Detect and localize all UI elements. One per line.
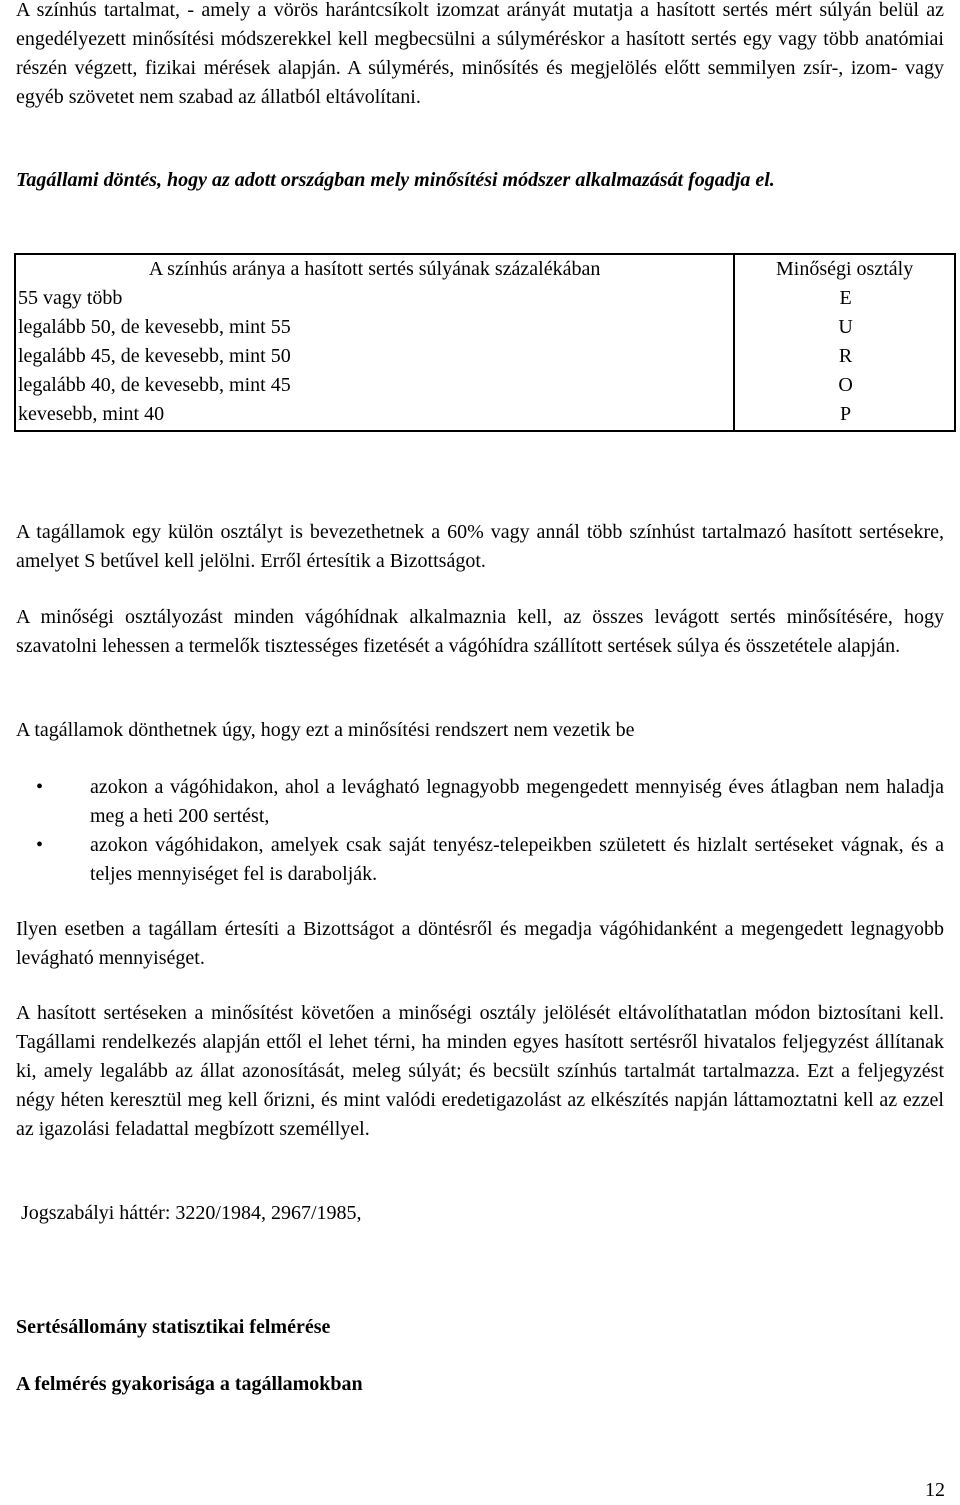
table-cell-range: legalább 40, de kevesebb, mint 45 (18, 374, 291, 396)
bullet-icon: • (36, 834, 44, 856)
table-cell-class: R (734, 342, 955, 371)
table-cell-class: U (734, 313, 955, 342)
table-cell-class: P (734, 400, 955, 431)
paragraph-marking-record: A hasított sertéseken a minősítést követően a minőségi osztály jelölését eltávolíthatatlan módon biztosítani kell. Tagállami rendelkezés alapján ettől el lehet térni, ha minden egyes hasított sertésről hivatalos feljegyzést állítanak ki, amely legalább az állat azonosítását, meleg súlyát; és becsült színhús tartalmát tartalmazza. Ezt a feljegyzést négy héten keresztül meg kell őrizni, és mint valódi eredetigazolást az elkészítés napján láttamoztatni kell az ezzel az igazolási feladattal megbízott személlyel. (16, 1002, 944, 1140)
classification-table (14, 253, 956, 432)
table-cell-range: kevesebb, mint 40 (15, 400, 734, 431)
section-heading: Sertésállomány statisztikai felmérése (16, 1316, 331, 1338)
legal-background: Jogszabályi háttér: 3220/1984, 2967/1985, (21, 1202, 362, 1224)
subsection-heading: A felmérés gyakorisága a tagállamokban (16, 1373, 363, 1395)
table-row (15, 313, 955, 342)
table-header-row (15, 254, 955, 284)
bullet-icon: • (36, 776, 44, 798)
list-item-text: azokon a vágóhidakon, ahol a levágható legnagyobb megengedett mennyiség éves átlagban nem haladja meg a heti 200 sertést, (90, 776, 944, 827)
paragraph-class-s: A tagállamok egy külön osztályt is bevezethetnek a 60% vagy annál több színhúst tartalmazó hasított sertésekre, amelyet S betűvel kell jelölni. Erről értesítik a Bizottságot. (16, 521, 944, 572)
paragraph-member-state-decision: Tagállami döntés, hogy az adott országban mely minősítési módszer alkalmazását fogadja el. (16, 169, 775, 191)
exemption-list (16, 773, 944, 889)
table-row (15, 371, 955, 400)
list-item (16, 773, 944, 831)
table-cell-class: E (734, 284, 955, 313)
paragraph-notify-commission: Ilyen esetben a tagállam értesíti a Bizottságot a döntésről és megadja vágóhidanként a megengedett legnagyobb levágható mennyiséget. (16, 918, 944, 969)
paragraph-lean-meat-content: A színhús tartalmat, - amely a vörös harántcsíkolt izomzat arányát mutatja a hasított sertés mért súlyán belül az engedélyezett minősítési módszerekkel kell megbecsülni a súlyméréskor a hasított sertés egy vagy több anatómiai részén végzett, fizikai mérések alapján. A súlymérés, minősítés és megjelölés előtt semmilyen zsír-, izom- vagy egyéb szövetet nem szabad az állatból eltávolítani. (16, 0, 944, 108)
table-cell-range: legalább 45, de kevesebb, mint 50 (18, 345, 291, 367)
table-cell-range: legalább 50, de kevesebb, mint 55 (18, 316, 291, 338)
table-row (15, 284, 955, 313)
page-number: 12 (925, 1479, 945, 1501)
list-item (16, 831, 944, 889)
paragraph-slaughterhouse-classification: A minőségi osztályozást minden vágóhídnak alkalmaznia kell, az összes levágott sertés minősítésére, hogy szavatolni lehessen a termelők tisztességes fizetését a vágóhídra szállított sertések súlya és összetétele alapján. (16, 606, 944, 657)
table-cell-range: 55 vagy több (18, 287, 123, 309)
table-header-lean-ratio: A színhús aránya a hasított sertés súlyának százalékában (148, 258, 601, 280)
table-row (15, 342, 955, 371)
table-header-quality-class: Minőségi osztály (734, 254, 955, 284)
table-cell-class: O (734, 371, 955, 400)
list-item-text: azokon vágóhidakon, amelyek csak saját tenyész-telepeikben született és hizlalt sertéseket vágnak, és a teljes mennyiséget fel is darabolják. (90, 834, 944, 885)
table-row (15, 400, 955, 431)
paragraph-exemption-intro: A tagállamok dönthetnek úgy, hogy ezt a minősítési rendszert nem vezetik be (16, 719, 635, 741)
